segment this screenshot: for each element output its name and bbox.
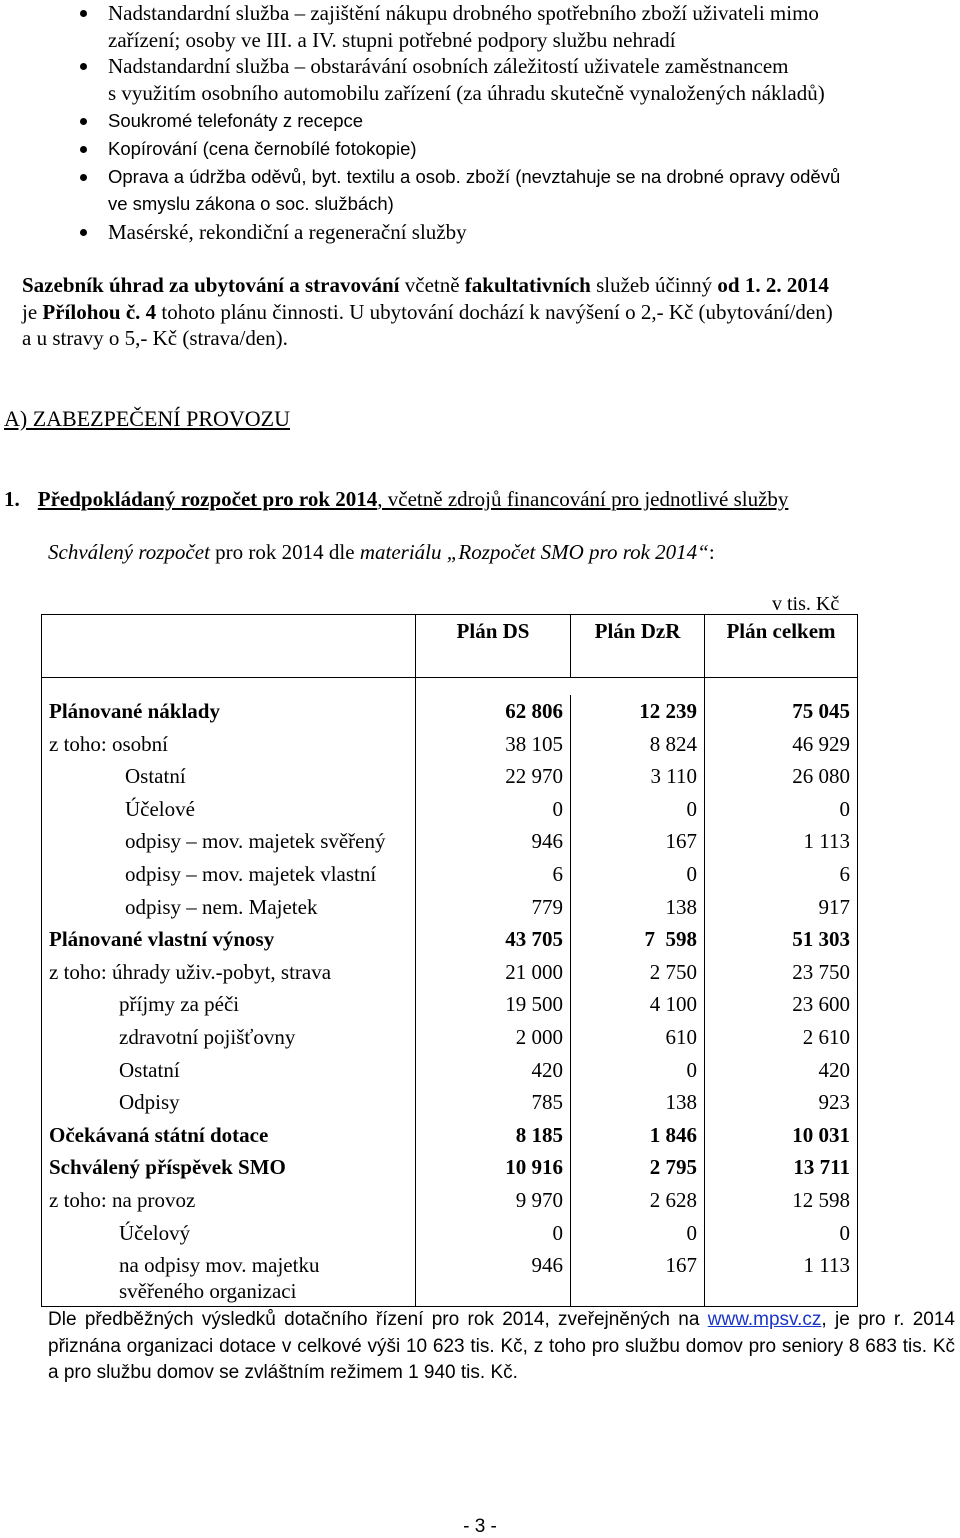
cell-dzr: 2 795 <box>571 1151 705 1184</box>
section-heading: A) ZABEZPEČENÍ PROVOZU <box>4 406 290 431</box>
cell-dzr: 0 <box>571 1054 705 1087</box>
cell-dzr: 1 846 <box>571 1119 705 1152</box>
bullet-icon <box>80 118 87 125</box>
cell-ds: 19 500 <box>416 988 571 1021</box>
cell-total: 13 711 <box>705 1151 858 1184</box>
cell-total: 6 <box>705 858 858 891</box>
cell-total: 0 <box>705 1217 858 1250</box>
table-row <box>42 1054 858 1087</box>
table-row <box>42 891 858 924</box>
column-header: Plán DS <box>416 615 571 678</box>
bullet-icon <box>80 174 87 181</box>
row-label: Ostatní <box>42 760 416 793</box>
bullet-icon <box>80 10 87 17</box>
bullet-line: Oprava a údržba oděvů, byt. textilu a osob. zboží (nevztahuje se na drobné opravy oděvů <box>108 166 841 187</box>
cell-dzr: 167 <box>571 1249 705 1307</box>
budget-table <box>41 614 857 1307</box>
row-label: Očekávaná státní dotace <box>42 1119 416 1152</box>
cell-total: 23 750 <box>705 956 858 989</box>
row-label: zdravotní pojišťovny <box>42 1021 416 1054</box>
table-row <box>42 1184 858 1217</box>
subsection-heading: 1. Předpokládaný rozpočet pro rok 2014, včetně zdrojů financování pro jednotlivé služby <box>4 487 789 511</box>
bullet-line: s využitím osobního automobilu zařízení (za úhradu skutečně vynaložených nákladů) <box>108 80 825 105</box>
table-row <box>42 1151 858 1184</box>
cell-ds: 62 806 <box>416 695 571 728</box>
row-label: Plánované vlastní výnosy <box>42 923 416 956</box>
unit-label: v tis. Kč <box>772 593 840 615</box>
cell-ds: 779 <box>416 891 571 924</box>
cell-total: 420 <box>705 1054 858 1087</box>
cell-total: 51 303 <box>705 923 858 956</box>
cell-dzr: 3 110 <box>571 760 705 793</box>
table-row <box>42 988 858 1021</box>
cell-total: 75 045 <box>705 695 858 728</box>
cell-ds: 0 <box>416 1217 571 1250</box>
row-label: Účelový <box>42 1217 416 1250</box>
row-label: na odpisy mov. majetku svěřeného organizaci <box>42 1249 416 1307</box>
bullet-line: Nadstandardní služba – zajištění nákupu drobného spotřebního zboží uživateli mimo <box>108 1 819 25</box>
table-row <box>42 1086 858 1119</box>
cell-ds: 38 105 <box>416 728 571 761</box>
table-row <box>42 1249 858 1307</box>
cell-total: 1 113 <box>705 825 858 858</box>
bullet-line: Masérské, rekondiční a regenerační služby <box>108 220 467 244</box>
row-label: odpisy – mov. majetek vlastní <box>42 858 416 891</box>
table-row <box>42 1217 858 1250</box>
row-label: Odpisy <box>42 1086 416 1119</box>
row-label: Schválený příspěvek SMO <box>42 1151 416 1184</box>
cell-total: 23 600 <box>705 988 858 1021</box>
row-label: odpisy – nem. Majetek <box>42 891 416 924</box>
cell-ds: 785 <box>416 1086 571 1119</box>
approved-budget-caption: Schválený rozpočet pro rok 2014 dle materiálu „Rozpočet SMO pro rok 2014“: <box>48 540 715 564</box>
row-label: z toho: úhrady uživ.-pobyt, strava <box>42 956 416 989</box>
cell-total: 923 <box>705 1086 858 1119</box>
table-row <box>42 858 858 891</box>
cell-total: 46 929 <box>705 728 858 761</box>
table-row <box>42 793 858 826</box>
table-row <box>42 695 858 728</box>
cell-dzr: 0 <box>571 1217 705 1250</box>
cell-dzr: 7 598 <box>571 923 705 956</box>
column-header: Plán DzR <box>571 615 705 678</box>
column-header: Plán celkem <box>705 615 858 678</box>
bullet-line: Soukromé telefonáty z recepce <box>108 110 364 131</box>
cell-dzr: 0 <box>571 793 705 826</box>
cell-ds: 946 <box>416 825 571 858</box>
cell-ds: 9 970 <box>416 1184 571 1217</box>
table-row <box>42 956 858 989</box>
cell-ds: 10 916 <box>416 1151 571 1184</box>
bullet-icon <box>80 146 87 153</box>
cell-ds: 2 000 <box>416 1021 571 1054</box>
table-row <box>42 825 858 858</box>
cell-total: 1 113 <box>705 1249 858 1307</box>
cell-total: 12 598 <box>705 1184 858 1217</box>
cell-total: 917 <box>705 891 858 924</box>
cell-dzr: 12 239 <box>571 695 705 728</box>
table-row <box>42 728 858 761</box>
cell-ds: 420 <box>416 1054 571 1087</box>
tariff-paragraph: Sazebník úhrad za ubytování a stravování včetně fakultativních služeb účinný od 1. 2. 2014 je Přílohou č. 4 tohoto plánu činnosti. U ubytování dochází k navýšení o 2,- Kč (ubytování/den) a u stravy o 5,- Kč (strava/den). <box>22 273 833 350</box>
cell-ds: 0 <box>416 793 571 826</box>
cell-dzr: 0 <box>571 858 705 891</box>
bullet-line: ve smyslu zákona o soc. službách) <box>108 192 394 214</box>
row-label: Ostatní <box>42 1054 416 1087</box>
table-row <box>42 1021 858 1054</box>
row-label: z toho: osobní <box>42 728 416 761</box>
row-label: Plánované náklady <box>42 695 416 728</box>
cell-dzr: 2 628 <box>571 1184 705 1217</box>
row-label: příjmy za péči <box>42 988 416 1021</box>
cell-dzr: 138 <box>571 891 705 924</box>
bullet-line: Kopírování (cena černobílé fotokopie) <box>108 138 417 159</box>
cell-dzr: 167 <box>571 825 705 858</box>
cell-ds: 21 000 <box>416 956 571 989</box>
cell-ds: 6 <box>416 858 571 891</box>
row-label: Účelové <box>42 793 416 826</box>
cell-total: 26 080 <box>705 760 858 793</box>
cell-total: 10 031 <box>705 1119 858 1152</box>
row-label: z toho: na provoz <box>42 1184 416 1217</box>
bullet-line: zařízení; osoby ve III. a IV. stupni potřebné podpory službu nehradí <box>108 27 676 52</box>
grant-note-paragraph: Dle předběžných výsledků dotačního řízení pro rok 2014, zveřejněných na www.mpsv.cz, je pro r. 2014 přiznána organizaci dotace v celkové výši 10 623 tis. Kč, z toho pro službu domov pro seniory 8 683 tis. Kč a pro službu domov se zvláštním režimem 1 940 tis. Kč. <box>48 1309 955 1383</box>
mpsv-link[interactable]: www.mpsv.cz <box>707 1309 822 1330</box>
cell-total: 2 610 <box>705 1021 858 1054</box>
table-row <box>42 760 858 793</box>
row-label: odpisy – mov. majetek svěřený <box>42 825 416 858</box>
table-row <box>42 1119 858 1152</box>
cell-dzr: 138 <box>571 1086 705 1119</box>
cell-ds: 8 185 <box>416 1119 571 1152</box>
bullet-icon <box>80 229 87 236</box>
cell-ds: 43 705 <box>416 923 571 956</box>
bullet-icon <box>80 63 87 70</box>
bullet-line: Nadstandardní služba – obstarávání osobních záležitostí uživatele zaměstnancem <box>108 54 789 78</box>
cell-ds: 22 970 <box>416 760 571 793</box>
cell-total: 0 <box>705 793 858 826</box>
page-number: - 3 - <box>463 1516 497 1537</box>
table-header-row <box>42 615 858 678</box>
cell-dzr: 2 750 <box>571 956 705 989</box>
cell-ds: 946 <box>416 1249 571 1307</box>
table-row <box>42 923 858 956</box>
cell-dzr: 8 824 <box>571 728 705 761</box>
cell-dzr: 4 100 <box>571 988 705 1021</box>
cell-dzr: 610 <box>571 1021 705 1054</box>
